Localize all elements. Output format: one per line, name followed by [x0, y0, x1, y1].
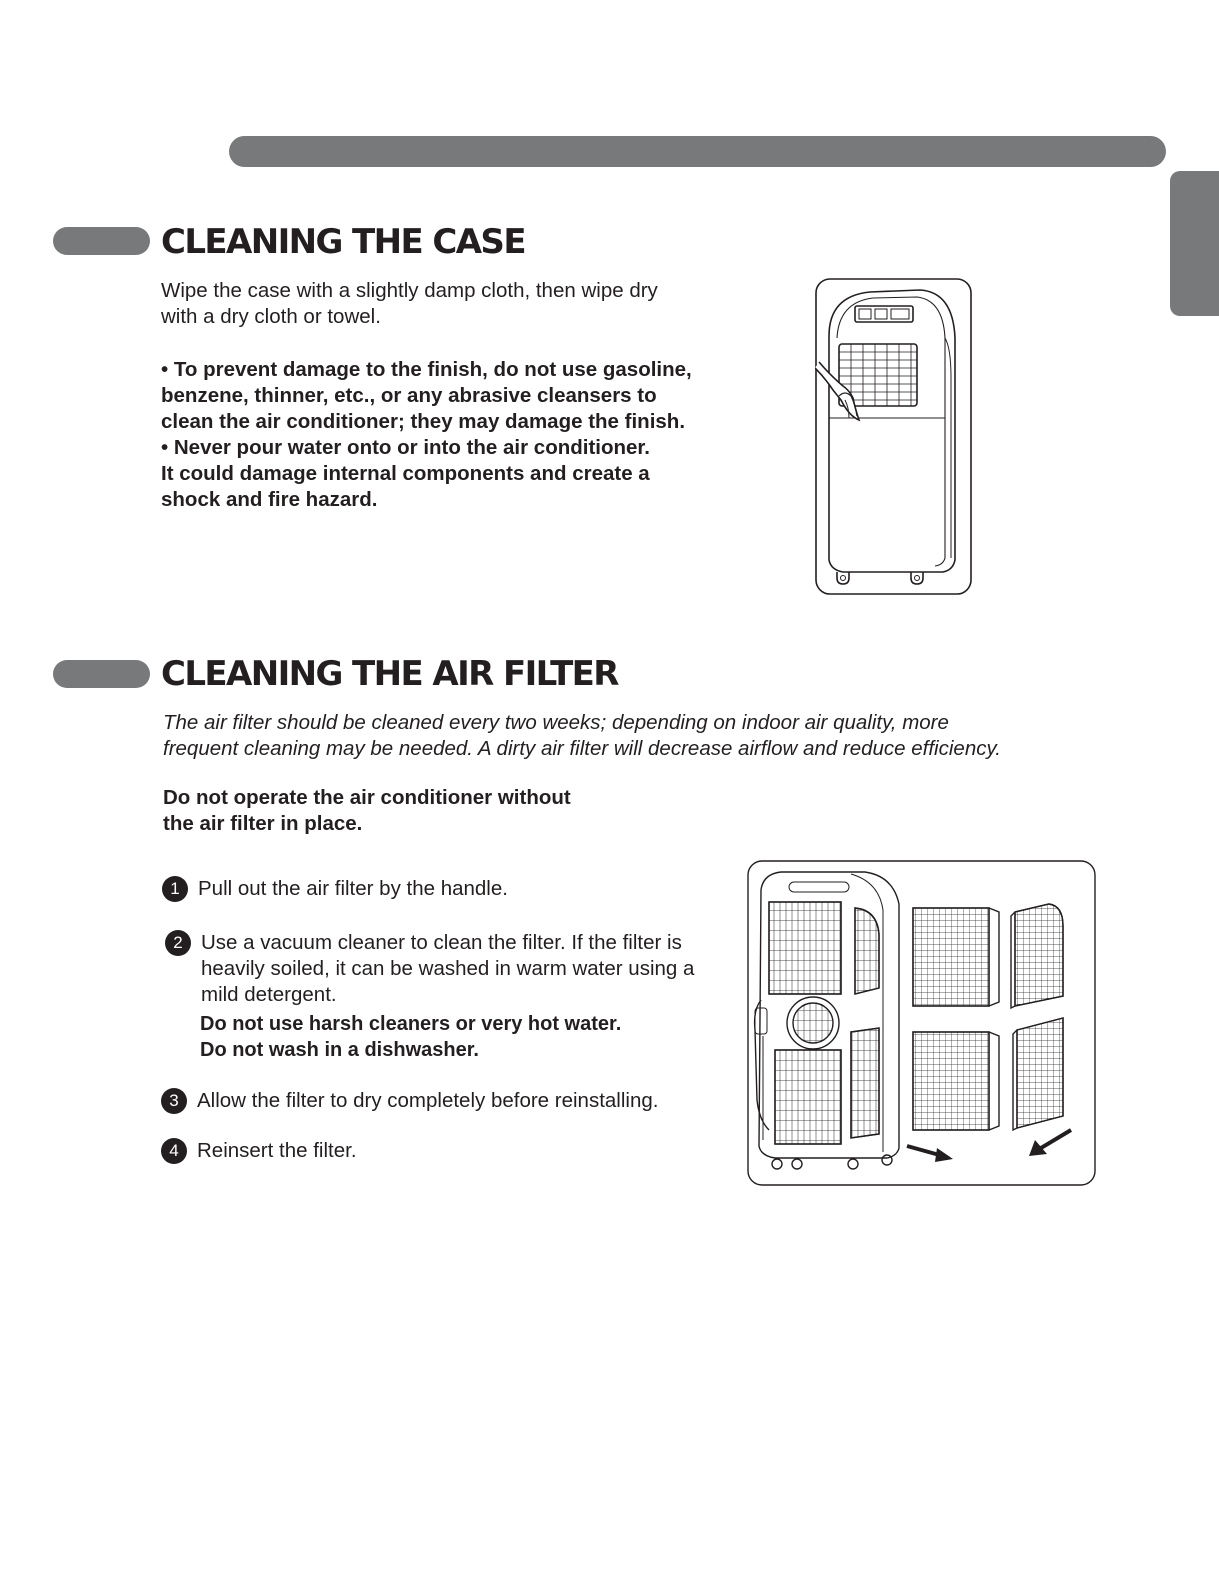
filter-step-1: [162, 876, 508, 902]
case-warning-line: shock and fire hazard.: [161, 488, 378, 511]
step-2-note-line: Do not use harsh cleaners or very hot water.: [200, 1013, 622, 1035]
case-intro-line: Wipe the case with a slightly damp cloth, then wipe dry: [161, 279, 658, 302]
case-intro-line: with a dry cloth or towel.: [161, 305, 381, 328]
filter-intro-line: frequent cleaning may be needed. A dirty air filter will decrease airflow and reduce efficiency.: [163, 737, 1001, 760]
step-number-badge: 3: [161, 1088, 187, 1114]
step-2-note-line: Do not wash in a dishwasher.: [200, 1039, 479, 1061]
filter-caution-line: Do not operate the air conditioner without: [163, 786, 571, 809]
filter-step-4: [161, 1138, 357, 1164]
case-warning-line: clean the air conditioner; they may damage the finish.: [161, 410, 686, 433]
case-warning-line: benzene, thinner, etc., or any abrasive cleansers to: [161, 384, 657, 407]
step-text: [197, 1088, 658, 1114]
step-line: mild detergent.: [201, 983, 337, 1006]
step-number-badge: 2: [165, 930, 191, 956]
step-line: heavily soiled, it can be washed in warm water using a: [201, 957, 695, 980]
step-2-note: [200, 1011, 621, 1063]
case-heading: CLEANING THE CASE: [161, 222, 525, 262]
case-warning-line: It could damage internal components and create a: [161, 462, 650, 485]
filter-step-2: [165, 930, 694, 1008]
filter-intro-line: The air filter should be cleaned every two weeks; depending on indoor air quality, more: [163, 711, 949, 734]
case-warning-line: • Never pour water onto or into the air conditioner.: [161, 436, 650, 459]
case-intro: [161, 278, 658, 330]
step-line: Use a vacuum cleaner to clean the filter. If the filter is: [201, 931, 682, 954]
filter-caution: [163, 785, 571, 837]
case-warning: [161, 357, 692, 513]
step-line: Reinsert the filter.: [197, 1139, 357, 1162]
filter-step-3: [161, 1088, 658, 1114]
filter-caution-line: the air filter in place.: [163, 812, 363, 835]
filter-heading: CLEANING THE AIR FILTER: [161, 654, 618, 694]
case-warning-line: • To prevent damage to the finish, do not use gasoline,: [161, 358, 692, 381]
step-number-badge: 1: [162, 876, 188, 902]
step-line: Allow the filter to dry completely before reinstalling.: [197, 1089, 659, 1112]
header-bar: [229, 136, 1166, 167]
step-text: [197, 1138, 357, 1164]
section-marker-filter: [53, 660, 150, 688]
step-line: Pull out the air filter by the handle.: [198, 877, 508, 900]
filter-removal-illustration: [747, 860, 1097, 1187]
section-tab: [1170, 171, 1219, 316]
step-number-badge: 4: [161, 1138, 187, 1164]
step-text: [201, 930, 694, 1008]
step-text: [198, 876, 508, 902]
air-conditioner-wiping-illustration: [815, 278, 973, 596]
section-marker-case: [53, 227, 150, 255]
filter-intro: [163, 710, 1001, 762]
